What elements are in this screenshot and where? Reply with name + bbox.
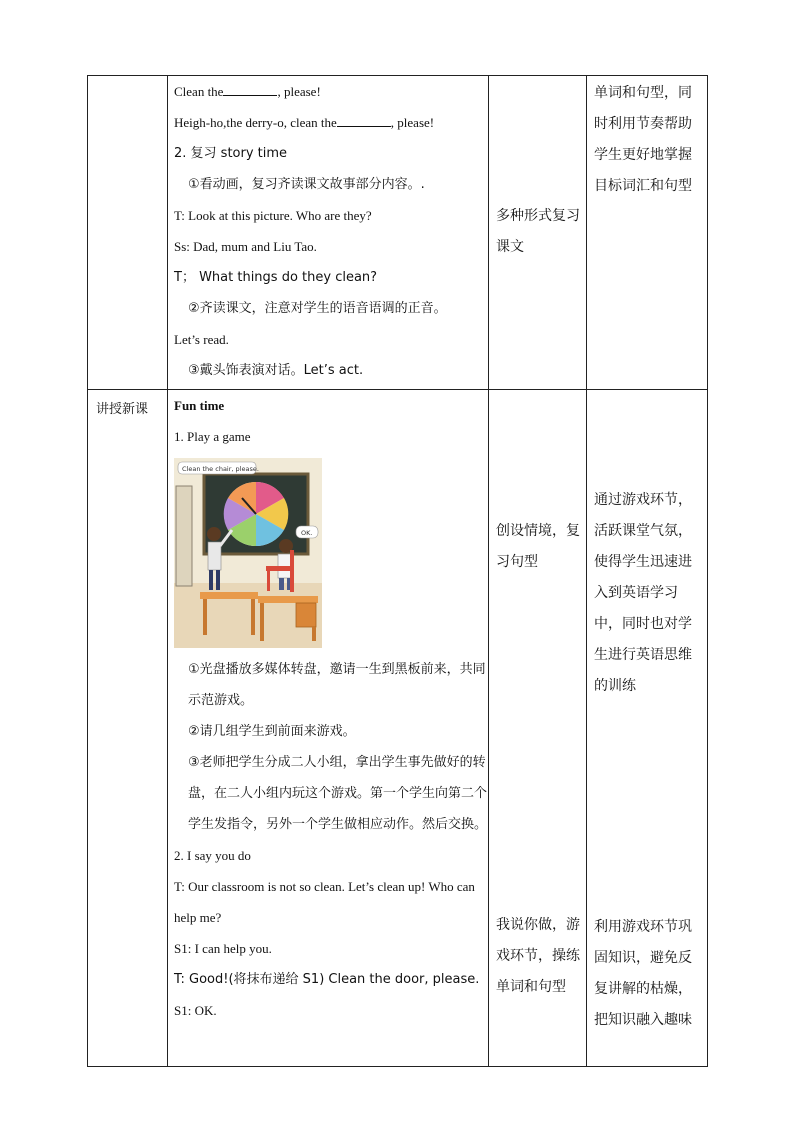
review-row bbox=[88, 76, 708, 390]
bubble-right-text: OK. bbox=[301, 529, 313, 537]
teacher-line-1: T: Look at this picture. Who are they? bbox=[174, 208, 372, 223]
chant-line-1 bbox=[174, 76, 488, 107]
table-icon bbox=[200, 592, 258, 599]
new-lesson-content-cell bbox=[168, 390, 489, 1067]
review-stage-cell bbox=[88, 76, 168, 390]
students-line-1: Ss: Dad, mum and Liu Tao. bbox=[174, 239, 317, 254]
review-step-1: ①看动画，复习齐读课文故事部分内容。. bbox=[188, 177, 425, 192]
section-label: 讲授新课 bbox=[96, 402, 149, 417]
game-title: 1. Play a game bbox=[174, 429, 251, 444]
fun-time-heading: Fun time bbox=[174, 398, 225, 413]
teacher-line-2: T； What things do they clean? bbox=[174, 270, 378, 285]
classroom-game-picture bbox=[174, 458, 322, 648]
new-lesson-method-cell bbox=[489, 390, 587, 1067]
review-purpose-cell bbox=[587, 76, 708, 390]
teacher-line-3: T: Our classroom is not so clean. Let’s clean up! Who can help me? bbox=[174, 879, 475, 925]
game-step-3: ③老师把学生分成二人小组，拿出学生事先做好的转盘，在二人小组内玩这个游戏。第一个学生向第二个学生发指令，另外一个学生做相应动作。然后交换。 bbox=[188, 755, 488, 832]
purpose-2: 利用游戏环节巩固知识，避免反复讲解的枯燥，把知识融入趣味 bbox=[594, 919, 692, 1028]
chant-text: Heigh-ho,the derry-o, clean the bbox=[174, 115, 337, 130]
teacher-line-4: T: Good!(将抹布递给 S1) Clean the door, please. bbox=[174, 972, 480, 987]
game-step-1: ①光盘播放多媒体转盘，邀请一生到黑板前来，共同示范游戏。 bbox=[188, 662, 486, 708]
chant-text: , please! bbox=[277, 84, 321, 99]
review-method-cell bbox=[489, 76, 587, 390]
new-lesson-stage-cell bbox=[88, 390, 168, 1067]
blank-line bbox=[223, 83, 277, 96]
bubble-left-text: Clean the chair, please. bbox=[182, 465, 259, 473]
step-2-title: 2. 复习 story time bbox=[174, 146, 288, 161]
method-1: 创设情境，复习句型 bbox=[496, 523, 580, 570]
game-step-2: ②请几组学生到前面来游戏。 bbox=[188, 724, 356, 739]
desk-icon bbox=[258, 596, 318, 603]
review-purpose: 单词和句型，同时利用节奏帮助学生更好地掌握目标词汇和句型 bbox=[594, 85, 692, 194]
chant-line-2 bbox=[174, 107, 488, 138]
student-line-1: S1: I can help you. bbox=[174, 941, 272, 956]
review-step-3: ③戴头饰表演对话。Let’s act. bbox=[188, 363, 364, 378]
review-step-2: ②齐读课文，注意对学生的语音语调的正音。 bbox=[188, 301, 447, 316]
review-content-cell bbox=[168, 76, 489, 390]
lesson-table bbox=[87, 75, 708, 1067]
lesson-plan-table bbox=[87, 75, 707, 1066]
blank-line bbox=[337, 114, 391, 127]
lets-read: Let’s read. bbox=[174, 332, 229, 347]
new-lesson-row bbox=[88, 390, 708, 1067]
purpose-1: 通过游戏环节，活跃课堂气氛，使得学生迅速进入到英语学习中，同时也对学生进行英语思维的训练 bbox=[594, 492, 692, 694]
review-method: 多种形式复习课文 bbox=[496, 208, 580, 255]
chair-icon bbox=[266, 566, 294, 571]
student-line-2: S1: OK. bbox=[174, 1003, 217, 1018]
door-icon bbox=[176, 486, 192, 586]
new-lesson-purpose-cell bbox=[587, 390, 708, 1067]
method-2: 我说你做，游戏环节，操练单词和句型 bbox=[496, 917, 580, 995]
i-say-you-do-title: 2. I say you do bbox=[174, 848, 251, 863]
teacher-figure bbox=[207, 527, 221, 541]
chant-text: , please! bbox=[390, 115, 435, 130]
chant-text: Clean the bbox=[174, 84, 224, 99]
